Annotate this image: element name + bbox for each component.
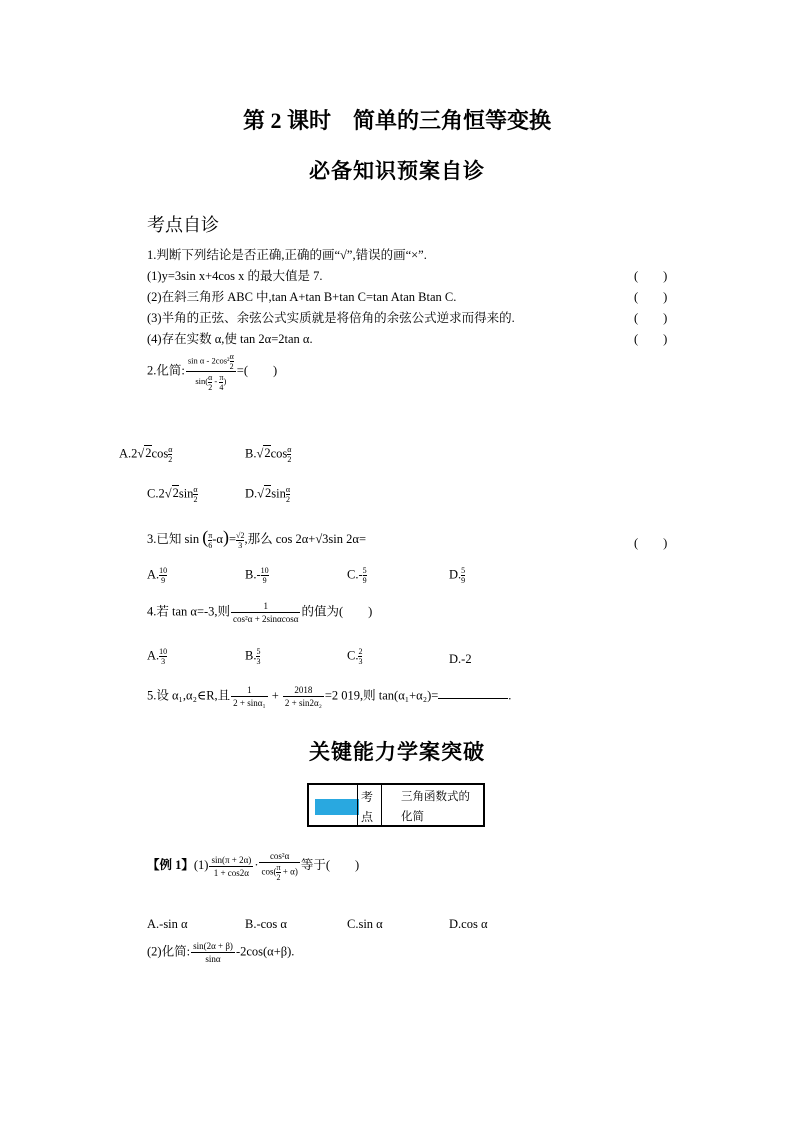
q1-answer-paren-4: ( ) bbox=[634, 332, 668, 346]
q2-option-c: C.2√2sin $\frac{\alpha}{2}$ bbox=[147, 485, 198, 504]
section-heading-knowledge: 必备知识预案自诊 bbox=[309, 159, 485, 183]
q2-numerator: sin α - 2cos² bbox=[187, 355, 230, 366]
q3-option-c: C.- $\frac{5}{9}$ bbox=[347, 566, 367, 585]
section-heading-ability: 关键能力学案突破 bbox=[309, 740, 485, 764]
q1-answer-paren-1: ( ) bbox=[634, 269, 668, 283]
page-title: 第 2 课时 简单的三角恒等变换 bbox=[242, 108, 551, 133]
example1-option-c: C.sin α bbox=[347, 917, 383, 931]
example1-option-d: D.cos α bbox=[449, 917, 488, 931]
example1-option-a: A.-sin α bbox=[147, 917, 188, 931]
q1-answer-paren-2: ( ) bbox=[634, 290, 668, 304]
q4-option-b: B. $\frac{5}{3}$ bbox=[245, 647, 261, 666]
q2-option-d: D.√2sin $\frac{\alpha}{2}$ bbox=[245, 485, 291, 504]
q2-option-a: A.2√2cos $\frac{\alpha}{2}$ bbox=[119, 445, 173, 464]
q2-num-subfraction: $\frac{\alpha}{2}$ bbox=[229, 352, 234, 371]
highlight-block bbox=[315, 799, 359, 815]
q2-suffix: =( ) bbox=[236, 363, 278, 378]
q3-answer-paren: ( ) bbox=[634, 536, 668, 550]
q1-item-3: (3)半角的正弦、余弦公式实质就是将倍角的余弦公式逆求而得来的. bbox=[147, 311, 515, 325]
q5-question: 5.设 α₁,α₂∈R,且 $\frac{1}{\text{2 + sinα₁}}$ + $\frac{2018}{\text{2 + sin2α₂}}$ =2 019,则 tan(α₁+α₂)= . bbox=[147, 685, 512, 708]
subsection-heading: 考点自诊 bbox=[147, 215, 219, 235]
q1-answer-paren-3: ( ) bbox=[634, 311, 668, 325]
q4-option-d: D.-2 bbox=[449, 652, 472, 666]
example1-option-b: B.-cos α bbox=[245, 917, 287, 931]
q3-option-d: D. $\frac{5}{9}$ bbox=[449, 566, 466, 585]
q4-option-a: A. $\frac{10}{3}$ bbox=[147, 647, 168, 666]
q5-answer-blank[interactable] bbox=[438, 688, 508, 699]
q4-option-c: C. $\frac{2}{3}$ bbox=[347, 647, 363, 666]
q3-question: 3.已知 sin ( $\frac{\pi}{6}$ -α)= $\frac{√2}{3}$ ,那么 cos 2α+√3sin 2α= bbox=[147, 527, 366, 550]
example1-part1: 【例 1】(1) $\frac{\sin(\pi + 2\alpha)}{1 + \cos 2\alpha}$ · cos²α cos( $\frac{\pi}{2}$ + α) 等于( ) bbox=[147, 851, 360, 882]
topic-table bbox=[307, 783, 485, 827]
topic-name: 三角函数式的化简 bbox=[401, 791, 470, 823]
q2-prefix: 2.化简: bbox=[147, 363, 185, 378]
q3-option-a: A. $\frac{10}{9}$ bbox=[147, 566, 168, 585]
q4-question: 4.若 tan α=-3,则 $\frac{1}{\text{cos²α + 2sinαcosα}}$ 的值为( ) bbox=[147, 601, 373, 624]
example1-label: 【例 1】 bbox=[147, 857, 194, 872]
q2-option-b: B.√2cos $\frac{\alpha}{2}$ bbox=[245, 445, 292, 464]
q1-item-4: (4)存在实数 α,使 tan 2α=2tan α. bbox=[147, 332, 313, 346]
q3-option-b: B.- $\frac{10}{9}$ bbox=[245, 566, 269, 585]
topic-label: 考点 bbox=[361, 790, 374, 824]
q2-fraction: sin α - 2cos² $\frac{\alpha}{2}$ sin( $\frac{\alpha}{2}$ - $\frac{\pi}{4}$ ) bbox=[187, 352, 234, 392]
q2-question bbox=[147, 352, 277, 392]
q1-item-2: (2)在斜三角形 ABC 中,tan A+tan B+tan C=tan Atan Btan C. bbox=[147, 290, 457, 304]
example1-part2: (2)化简: $\frac{\sin(2\alpha + \beta)}{\sin\alpha}$ -2cos(α+β). bbox=[147, 941, 295, 964]
q1-item-1: (1)y=3sin x+4cos x 的最大值是 7. bbox=[147, 269, 323, 283]
q1-stem: 1.判断下列结论是否正确,正确的画“√”,错误的画“×”. bbox=[147, 248, 427, 262]
